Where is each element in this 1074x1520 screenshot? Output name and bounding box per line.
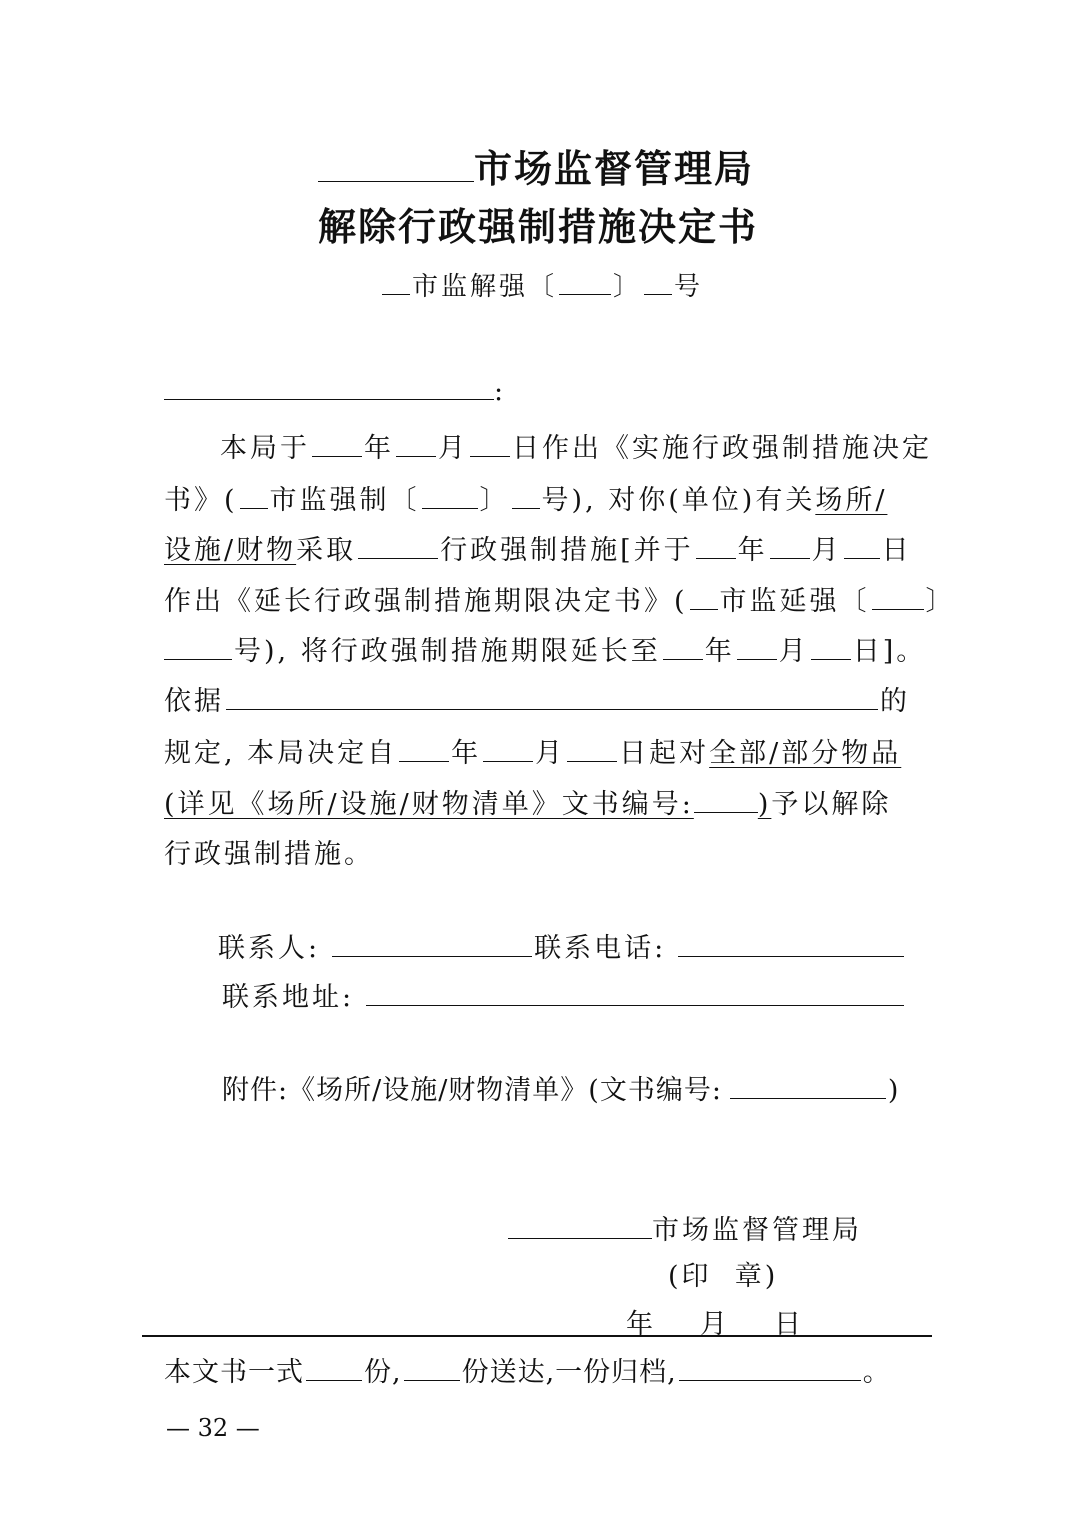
blank-number-1[interactable] — [422, 507, 478, 509]
blank-year-4[interactable] — [399, 760, 449, 762]
seal-text: (印 章) — [668, 1261, 779, 1292]
signature-date: 年 月 日 — [626, 1309, 804, 1340]
signature-agency-row: 市场监督管理局 — [508, 1208, 862, 1247]
contact-address-row: 联系地址: — [222, 975, 906, 1014]
blank-number-2[interactable] — [512, 507, 540, 509]
body-line-1: 本局于 年 月 日作出《实施行政强制措施决定 — [220, 433, 932, 464]
body-line-9: 行政强制措施。 — [164, 839, 374, 870]
contact-address-blank[interactable] — [366, 1004, 904, 1006]
blank-number-prefix-2[interactable] — [690, 608, 718, 610]
document-number: 市监解强〔 〕 号 — [380, 266, 703, 303]
page-number: — 32 — — [166, 1414, 260, 1442]
blank-year-2[interactable] — [696, 557, 736, 559]
footer-copies-row: 本文书一式 份, 份送达,一份归档, 。 — [164, 1357, 891, 1388]
body-line-2: 书》( 市监强制〔 〕 号), 对你(单位)有关场所/ — [164, 485, 888, 516]
doc-number-blank-2[interactable] — [559, 293, 611, 295]
blank-measure-type[interactable] — [358, 557, 438, 559]
blank-day-3[interactable] — [811, 658, 851, 660]
footer-divider — [142, 1335, 932, 1337]
agency-suffix: 市场监督管理局 — [474, 146, 755, 191]
addressee-line: : — [164, 376, 506, 407]
contact-person-row: 联系人: 联系电话: — [218, 926, 906, 965]
blank-year-3[interactable] — [663, 658, 703, 660]
body-line-3: 设施/财物采取 行政强制措施[并于 年 月 日 — [164, 535, 912, 566]
contact-phone-blank[interactable] — [678, 955, 904, 957]
title-agency-line — [318, 138, 754, 193]
body-line-6: 依据 的 — [164, 686, 910, 717]
blank-number-3[interactable] — [872, 608, 924, 610]
attachment-row: 附件:《场所/设施/财物清单》(文书编号: ) — [222, 1075, 900, 1106]
blank-day-4[interactable] — [567, 760, 617, 762]
agency-name-blank[interactable] — [318, 180, 474, 182]
blank-legal-basis[interactable] — [226, 708, 878, 710]
blank-month-4[interactable] — [483, 760, 533, 762]
document-title: 解除行政强制措施决定书 — [318, 204, 759, 249]
body-line-5: 号), 将行政强制措施期限延长至 年 月 日]。 — [164, 629, 926, 668]
blank-list-number[interactable] — [694, 811, 758, 813]
contact-person-blank[interactable] — [332, 955, 532, 957]
body-line-4: 作出《延长行政强制措施期限决定书》( 市监延强〔 〕 — [164, 586, 956, 617]
doc-number-blank-1[interactable] — [382, 293, 410, 295]
addressee-blank[interactable] — [164, 398, 494, 400]
blank-day-2[interactable] — [844, 557, 880, 559]
signature-agency-blank[interactable] — [508, 1237, 652, 1239]
blank-number-prefix-1[interactable] — [240, 507, 268, 509]
body-line-8: (详见《场所/设施/财物清单》文书编号: )予以解除 — [164, 789, 892, 820]
attachment-number-blank[interactable] — [730, 1097, 886, 1099]
blank-number-4[interactable] — [164, 658, 232, 660]
blank-month-2[interactable] — [770, 557, 810, 559]
blank-month-3[interactable] — [737, 658, 777, 660]
blank-day-1[interactable] — [470, 455, 510, 457]
copies-served-blank[interactable] — [404, 1379, 460, 1381]
copies-total-blank[interactable] — [306, 1379, 362, 1381]
blank-year-1[interactable] — [312, 455, 362, 457]
body-line-7: 规定, 本局决定自 年 月 日起对全部/部分物品 — [164, 738, 902, 769]
archive-blank[interactable] — [679, 1379, 861, 1381]
blank-month-1[interactable] — [396, 455, 436, 457]
doc-number-blank-3[interactable] — [644, 293, 672, 295]
